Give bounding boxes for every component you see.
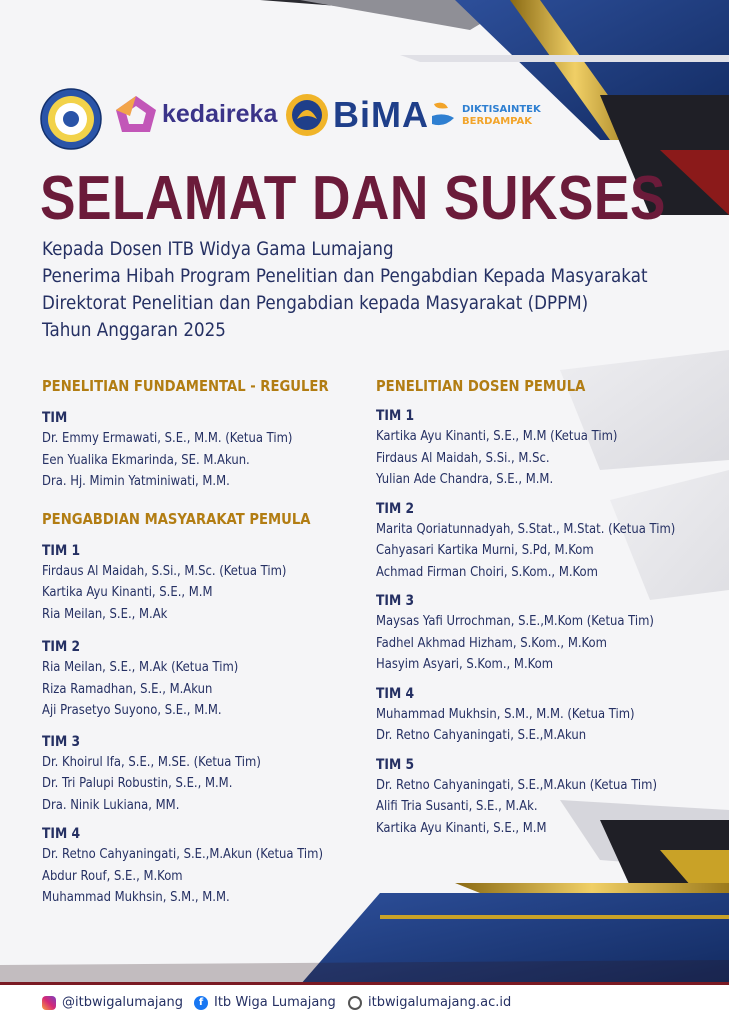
team-block	[42, 824, 362, 909]
team-block	[42, 541, 362, 626]
team-label: TIM 2	[42, 639, 81, 655]
team-member: Dr. Khoirul Ifa, S.E., M.SE. (Ketua Tim)	[42, 753, 261, 770]
facebook-icon: f	[194, 996, 208, 1010]
team-member: Yulian Ade Chandra, S.E., M.M.	[376, 471, 554, 487]
team-member: Kartika Ayu Kinanti, S.E., M.M (Ketua Tim)	[376, 428, 618, 444]
section-title: PENELITIAN FUNDAMENTAL - REGULER	[42, 377, 329, 395]
team-member: Muhammad Mukhsin, S.M., M.M.	[42, 889, 230, 905]
team-member: Firdaus Al Maidah, S.Si., M.Sc.	[376, 449, 550, 466]
team-label: TIM 3	[376, 593, 415, 609]
team-member: Dr. Retno Cahyaningati, S.E.,M.Akun (Ketua Tim)	[42, 846, 324, 862]
team-member: Dra. Hj. Mimin Yatminiwati, M.M.	[42, 473, 230, 489]
left-column	[42, 376, 362, 909]
headline: SELAMAT DAN SUKSES	[40, 164, 666, 233]
instagram-link[interactable]	[42, 995, 183, 1010]
team-label: TIM 5	[376, 756, 415, 773]
team-member: Dra. Ninik Lukiana, MM.	[42, 796, 180, 813]
team-member: Muhammad Mukhsin, S.M., M.M. (Ketua Tim)	[376, 705, 635, 722]
facebook-link[interactable]	[194, 995, 336, 1010]
diktisaintek-line1: DIKTISAINTEK	[462, 104, 541, 115]
team-member: Cahyasari Kartika Murni, S.Pd, M.Kom	[376, 542, 594, 558]
team-member: Alifi Tria Susanti, S.E., M.Ak.	[376, 798, 538, 814]
team-member: Kartika Ayu Kinanti, S.E., M.M	[376, 819, 547, 836]
diktisaintek-icon	[430, 100, 458, 132]
team-block	[42, 637, 362, 722]
team-member: Fadhel Akhmad Hizham, S.Kom., M.Kom	[376, 634, 607, 651]
team-label: TIM 1	[376, 408, 415, 424]
team-member: Firdaus Al Maidah, S.Si., M.Sc. (Ketua Tim)	[42, 562, 287, 579]
kedaireka-text: kedaireka	[162, 99, 278, 128]
team-label: TIM 4	[42, 826, 81, 842]
team-member: Marita Qoriatunnadyah, S.Stat., M.Stat. (Ketua Tim)	[376, 520, 676, 537]
team-block	[376, 499, 706, 584]
bima-text: BiMA	[333, 94, 429, 135]
section-title: PENELITIAN DOSEN PEMULA	[376, 377, 586, 395]
team-label: TIM 4	[376, 685, 415, 702]
team-label: TIM 2	[376, 500, 415, 517]
facebook-name: Itb Wiga Lumajang	[214, 995, 336, 1010]
bima-logo	[285, 92, 429, 138]
diktisaintek-logo	[430, 98, 541, 134]
team-member: Kartika Ayu Kinanti, S.E., M.M	[42, 584, 213, 600]
instagram-handle: @itbwigalumajang	[62, 995, 183, 1010]
team-member: Dr. Emmy Ermawati, S.E., M.M. (Ketua Tim)	[42, 430, 293, 446]
intro-text	[42, 236, 702, 344]
team-block	[42, 732, 362, 817]
intro-line: Kepada Dosen ITB Widya Gama Lumajang	[42, 238, 394, 260]
team-member: Ria Meilan, S.E., M.Ak (Ketua Tim)	[42, 659, 239, 675]
team-label: TIM 1	[42, 542, 81, 559]
intro-line: Tahun Anggaran 2025	[42, 319, 226, 341]
kedaireka-logo	[116, 96, 277, 132]
university-logo	[40, 88, 102, 150]
team-member: Dr. Retno Cahyaningati, S.E.,M.Akun	[376, 727, 587, 743]
section-title: PENGABDIAN MASYARAKAT PEMULA	[42, 509, 311, 528]
team-member: Maysas Yafi Urrochman, S.E.,M.Kom (Ketua Tim)	[376, 613, 654, 629]
team-member: Ria Meilan, S.E., M.Ak	[42, 605, 168, 622]
team-member: Een Yualika Ekmarinda, SE. M.Akun.	[42, 451, 250, 468]
intro-line: Penerima Hibah Program Penelitian dan Pengabdian Kepada Masyarakat	[42, 265, 648, 287]
bima-emblem-icon	[285, 93, 329, 137]
team-block	[376, 684, 706, 747]
right-column	[376, 376, 706, 839]
team-member: Dr. Retno Cahyaningati, S.E.,M.Akun (Ketua Tim)	[376, 776, 658, 793]
team-member: Aji Prasetyo Suyono, S.E., M.M.	[42, 702, 222, 718]
website-link[interactable]	[348, 995, 511, 1010]
team-block	[42, 408, 362, 493]
instagram-icon	[42, 996, 56, 1010]
team-member: Abdur Rouf, S.E., M.Kom	[42, 867, 183, 884]
team-block	[376, 755, 706, 840]
team-block	[376, 591, 706, 676]
diktisaintek-line2: BERDAMPAK	[462, 116, 533, 127]
team-label: TIM	[42, 410, 68, 426]
team-member: Achmad Firman Choiri, S.Kom., M.Kom	[376, 563, 598, 580]
kedaireka-icon	[116, 96, 156, 132]
team-block	[376, 406, 706, 491]
team-label: TIM 3	[42, 733, 81, 750]
team-member: Hasyim Asyari, S.Kom., M.Kom	[376, 656, 554, 672]
website-url: itbwigalumajang.ac.id	[368, 995, 512, 1010]
team-member: Riza Ramadhan, S.E., M.Akun	[42, 680, 213, 697]
team-member: Dr. Tri Palupi Robustin, S.E., M.M.	[42, 775, 233, 791]
globe-icon	[348, 996, 362, 1010]
intro-line: Direktorat Penelitian dan Pengabdian kepada Masyarakat (DPPM)	[42, 292, 589, 314]
